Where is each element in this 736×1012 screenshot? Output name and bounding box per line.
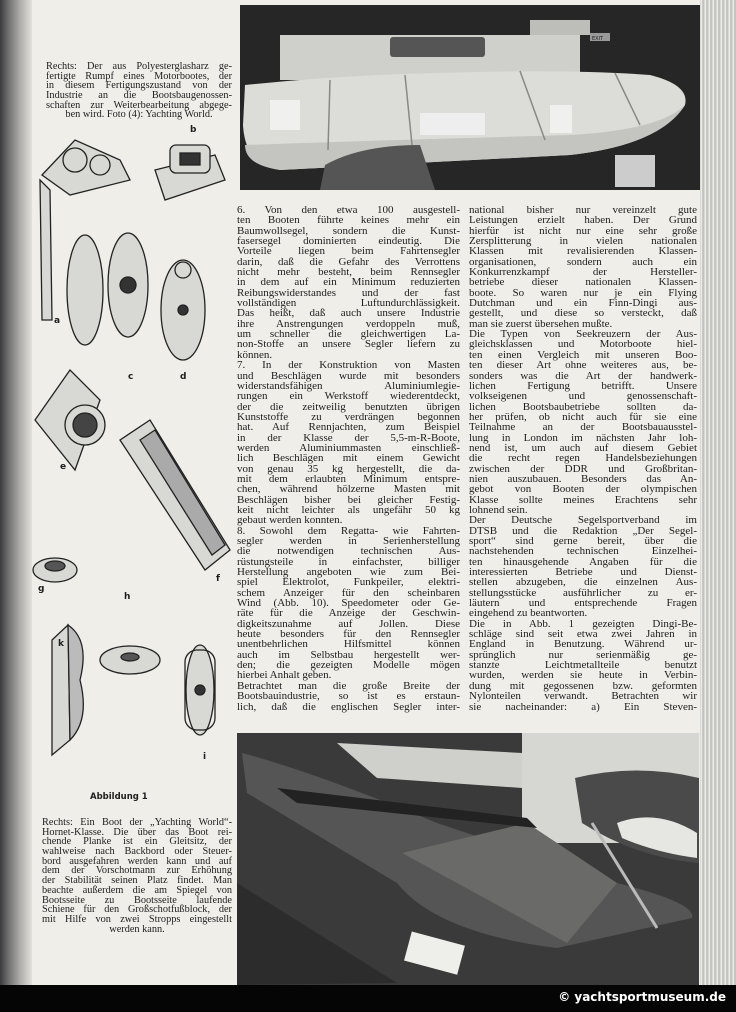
figure-label-k: k: [58, 639, 64, 649]
fitting-k-cleat-icon: [52, 625, 83, 755]
figure-title: Abbildung 1: [90, 792, 148, 802]
text-line: stellen abzugeben, die einzelnen Aus-: [469, 576, 697, 589]
text-line: sonders was die Art der handwerk-: [469, 369, 697, 382]
text-line: Nylonteilen verwandt. Betrachten wir: [469, 690, 697, 703]
article-column-middle: [237, 205, 460, 712]
text-line: den; die gezeigten Modelle mögen: [237, 659, 460, 672]
text-line: mit Hilfe von zwei Stropps eingestellt: [42, 913, 232, 925]
text-line: segler werden in Serienherstellung: [237, 535, 460, 547]
text-line: lich Beschlägen mit einem Gewicht: [237, 452, 460, 465]
text-line: der die zeitweilig benutzten übrigen: [237, 400, 460, 413]
text-line: Industrie an die Bootsbaugenossen-: [46, 90, 232, 102]
text-line: Herstellung angeboten wie zum Bei-: [237, 566, 460, 579]
text-line: Das heißt, daß auch unsere Industrie: [237, 307, 460, 320]
text-line: vollständigen Luftundurchlässigkeit.: [237, 297, 460, 310]
text-line: sie nacheinander: a) Ein Steven-: [469, 700, 697, 713]
text-line: England in Benutzung. Während ur-: [469, 638, 697, 651]
text-line: boote. So waren nur je ein Flying: [469, 286, 697, 299]
figure-label-h: h: [124, 592, 131, 602]
text-line: der Stabilität seinen Platz findet. Man: [42, 875, 232, 887]
fitting-i-block-icon: [185, 645, 215, 735]
text-line: Klasse sollte meines Erachtens sehr: [469, 493, 697, 506]
text-line: Wind (Abb. 10). Speedometer oder Ge-: [237, 597, 460, 610]
text-line: räte für die Anzeige der Geschwin-: [237, 607, 460, 620]
text-line: organisationen, sondern auch ein: [469, 255, 697, 268]
text-line: keit nicht leichter als ungefähr 50 kg: [237, 503, 460, 516]
text-line: Rechts: Ein Boot der „Yachting World“-: [42, 817, 232, 828]
text-line: Bootsbauindustrie, so ist es erstaun-: [237, 690, 460, 703]
text-line: heute besonders für den Rennsegler: [237, 628, 460, 641]
motorboat-hull-image: [240, 5, 700, 190]
figure-label-g: g: [38, 584, 45, 594]
paragraph: [469, 329, 697, 515]
text-line: Hornet-Klasse. Die über das Boot rei-: [42, 826, 232, 838]
text-line: chen, während hölzerne Masten mit: [237, 483, 460, 496]
text-line: ten hinausgehende Angaben für die: [469, 555, 697, 568]
text-line: die recht regen Handelsbeziehungen: [469, 452, 697, 465]
caption-top: [46, 62, 232, 120]
text-line: Reibungswiderstandes und der fast: [237, 286, 460, 299]
fitting-d-block-icon: [161, 260, 205, 360]
text-line: gebot von Booten der olympischen: [469, 483, 697, 496]
text-line: werden Aluminiummasten einschließ-: [237, 441, 460, 454]
book-spine-shadow: [0, 0, 32, 985]
text-line: Beschlägen bisher bei gleicher Festig-: [237, 493, 460, 506]
text-line: Bootsseite zu Bootsseite laufende: [42, 894, 232, 906]
text-line: Dutchman und ein Finn-Dingi aus-: [469, 297, 697, 310]
text-line: Die in Abb. 1 gezeigten Dingi-Be-: [469, 617, 697, 630]
text-line: lich, daß die englischen Segler inter-: [237, 700, 460, 713]
text-line: lohnend sein.: [469, 503, 528, 516]
text-line: nicht mehr besteht, beim Rennsegler: [237, 266, 460, 279]
text-line: um schneller die gleichwertigen La-: [237, 328, 460, 341]
text-line: Baumwollsegel, sondern die Kunst-: [237, 224, 460, 237]
text-line: ten Booten führte keines mehr ein: [237, 214, 460, 227]
text-line: gestellt, und diese so versteckt, daß: [469, 307, 697, 320]
text-line: von genau 35 kg hergestellt, die da-: [237, 462, 460, 475]
hornet-dinghy-image: [237, 733, 699, 985]
paragraph: [469, 205, 697, 329]
paragraph: [237, 526, 460, 681]
text-line: schem Anzeiger für den scheinbaren: [237, 586, 460, 599]
text-line: chende Planke ist ein Gleitsitz, der: [42, 836, 232, 848]
text-line: in diesem Fertigungszustand von der: [46, 80, 232, 92]
figure-label-d: d: [180, 372, 187, 382]
caption-bottom: [42, 818, 232, 934]
text-line: sprünglich nur serienmäßig ge-: [469, 648, 697, 661]
text-line: DTSB und die Redaktion „Der Segel-: [469, 524, 697, 537]
fitting-f-track-icon: [120, 420, 230, 570]
text-line: darin, daß die Gefahr des Verrottens: [237, 255, 460, 268]
figure-label-a: a: [54, 316, 61, 326]
text-line: Der Deutsche Segelsportverband im: [469, 514, 697, 527]
text-line: bord ausgefahren werden kann und auf: [42, 855, 232, 867]
text-line: unentbehrlichen Hilfsmittel können: [237, 638, 460, 651]
fitting-g-sheave-icon: [33, 558, 77, 582]
fitting-c-block-icon: [67, 233, 148, 345]
paragraph: [469, 515, 697, 618]
text-line: ten dieser Art ohne weiteres aus, be-: [469, 359, 697, 372]
text-line: ihre Anstrengungen verdoppeln muß,: [237, 317, 460, 330]
paragraph: [237, 205, 460, 360]
text-line: 8. Sowohl dem Regatta- wie Fahrten-: [237, 524, 460, 537]
text-line: Zersplitterung in vielen nationalen: [469, 235, 697, 248]
text-line: Schiene für den Großschotfußblock, der: [42, 904, 232, 916]
text-line: dem der Vorschotmann zur Erhöhung: [42, 865, 232, 877]
text-line: hierfür ist nicht nur eine sehr große: [469, 224, 697, 237]
watermark-text: © yachtsportmuseum.de: [558, 990, 726, 1004]
fitting-e-fairlead-icon: [35, 370, 105, 470]
text-line: gebaut werden konnten.: [237, 514, 343, 527]
text-line: Rechts: Der aus Polyesterglasharz ge-: [46, 61, 232, 72]
text-line: schläge sind seit etwa zwei Jahren in: [469, 628, 697, 641]
text-line: wahlweise nach Backbord oder Steuer-: [42, 846, 232, 858]
figure-label-e: e: [60, 462, 67, 472]
exit-sign: EXIT: [592, 36, 604, 42]
text-line: wurden, werden sie heute in Verbin-: [469, 669, 697, 682]
text-line: die notwendigen technischen Aus-: [237, 545, 460, 558]
article-column-right: [469, 205, 697, 712]
page-stack-edge: [700, 0, 736, 985]
text-line: fasersegel dominierten eindeutig. Die: [237, 235, 460, 248]
text-line: lung in London im nächsten Jahr loh-: [469, 431, 697, 444]
text-line: mit dem erlaubten Minimum entspre-: [237, 472, 460, 485]
text-line: dung mit gegossenen bzw. geformten: [469, 679, 697, 692]
text-line: betriebe dieser nationalen Klassen-: [469, 276, 697, 289]
text-line: Leistungen erzielt haben. Der Grund: [469, 214, 697, 227]
text-line: können.: [237, 348, 273, 361]
text-line: spiel Elektrolot, Funkpeiler, elektri-: [237, 576, 460, 589]
fitting-h-sheave-icon: [100, 646, 160, 674]
text-line: hat. Auf Rennjachten, zum Beispiel: [237, 421, 460, 434]
text-line: in der Klasse der 5,5-m-R-Boote,: [237, 431, 460, 444]
figure-label-c: c: [128, 372, 134, 382]
photo-motorboat-hull: [240, 5, 700, 190]
text-line: gleichsklassen und Motorboote hiel-: [469, 338, 697, 351]
text-line: volkseigenen und genossenschaft-: [469, 390, 697, 403]
text-line: in dem auf ein Minimum reduzierten: [237, 276, 460, 289]
text-line: schaften zur Weiterbearbeitung abgege-: [46, 99, 232, 111]
text-line: nien auszubauen. Besonders das An-: [469, 472, 697, 485]
text-line: Teilnahme an der Bootsbauausstel-: [469, 421, 697, 434]
paragraph: [469, 619, 697, 712]
text-line: Betrachtet man die große Breite der: [237, 679, 460, 692]
text-line: Konkurrenzkampf der Hersteller-: [469, 266, 697, 279]
text-line: hierbei Anhalt geben.: [237, 669, 332, 682]
text-line: rüstungsteile in einfachster, billiger: [237, 555, 460, 568]
text-line: eingehend zu beantworten.: [469, 607, 588, 620]
paragraph: [237, 681, 460, 712]
text-line: nachstehenden technischen Einzelhei-: [469, 545, 697, 558]
text-line: läutern und entsprechende Fragen: [469, 597, 697, 610]
text-line: non-Stoffe an unsere Segler liefern zu: [237, 338, 460, 351]
text-line: national bisher nur vereinzelt gute: [469, 204, 697, 216]
text-line: Kunststoffe zu verdrängen begonnen: [237, 410, 460, 423]
paragraph: [237, 360, 460, 526]
text-line: man sie zuerst übersehen mußte.: [469, 317, 613, 330]
text-line: stellungsstücke ausführlicher zu er-: [469, 586, 697, 599]
figure-label-b: b: [190, 125, 197, 135]
text-line: lichen Fertigung betrifft. Unsere: [469, 379, 697, 392]
text-line: Vorteile liegen beim Fahrtensegler: [237, 245, 460, 258]
text-line: Die Typen von Seekreuzern der Aus-: [469, 328, 697, 341]
text-line: digkeitszunahme auf Jollen. Diese: [237, 617, 460, 630]
text-line: nend ist, um auch auf diesem Gebiet: [469, 441, 697, 454]
text-line: ben wird. Foto (4): Yachting World.: [65, 109, 213, 121]
text-line: werden kann.: [109, 923, 165, 935]
text-line: 7. In der Konstruktion von Masten: [237, 359, 460, 372]
text-line: fertigte Rumpf eines Motorbootes, der: [46, 70, 232, 82]
text-line: beachte außerdem die am Spiegel von: [42, 884, 232, 896]
photo-hornet-dinghy: [237, 733, 699, 985]
text-line: Klassen mit revalisierenden Klassen-: [469, 245, 697, 258]
text-line: lichen Bootsbaubetriebe sollten da-: [469, 400, 697, 413]
text-line: sport“ sind gerne bereit, über die: [469, 535, 697, 547]
figure-label-i: i: [203, 752, 207, 762]
fitting-b-fairlead-icon: [155, 145, 225, 200]
figure-label-f: f: [216, 574, 220, 584]
text-line: und Beschlägen wurde mit besonders: [237, 369, 460, 382]
text-line: auch im Selbstbau hergestellt wer-: [237, 648, 460, 661]
text-line: widerstandsfähigen Aluminiumlegie-: [237, 379, 460, 392]
text-line: stanzte Leichtmetallteile benutzt: [469, 659, 697, 672]
text-line: rungen ein Werkstoff wiederentdeckt,: [237, 390, 460, 403]
text-line: ten einen Vergleich mit unseren Boo-: [469, 348, 697, 361]
text-line: her prüfen, ob nicht auch für sie eine: [469, 410, 697, 423]
text-line: zwischen der DDR und Großbritan-: [469, 462, 697, 475]
text-line: 6. Von den etwa 100 ausgestell-: [237, 204, 460, 216]
figure-1-fittings: [30, 120, 235, 785]
text-line: interessierten Betriebe und Dienst-: [469, 566, 697, 579]
